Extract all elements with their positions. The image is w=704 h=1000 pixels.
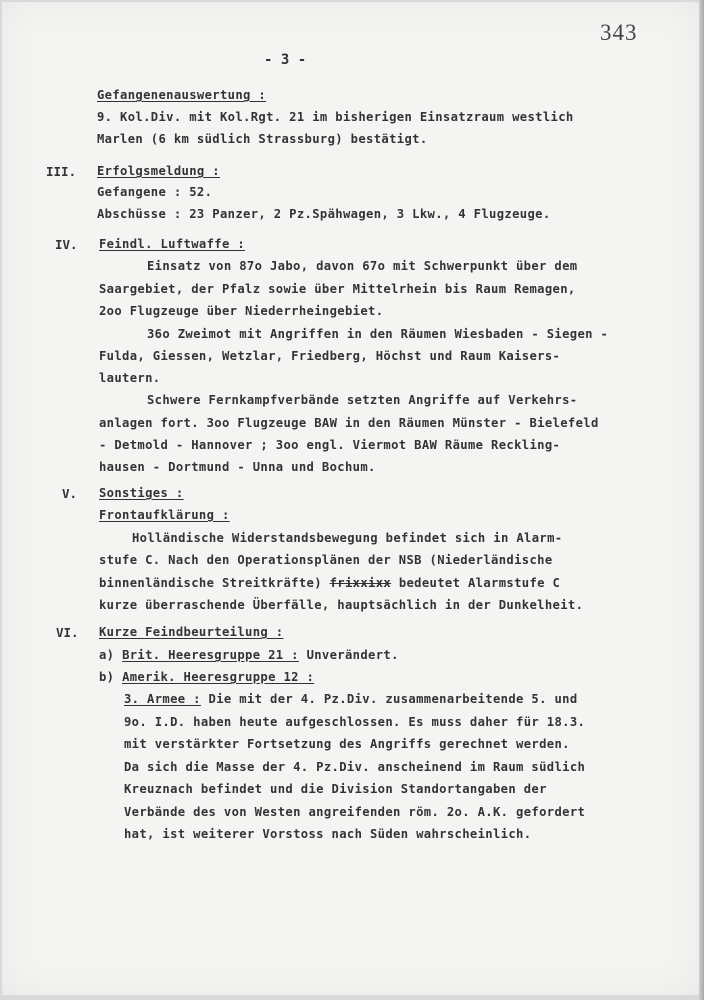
prisoner-eval-line-1: 9. Kol.Div. mit Kol.Rgt. 21 im bisherigen Einsatzraum westlich: [97, 110, 574, 124]
prisoner-eval-line-2: Marlen (6 km südlich Strassburg) bestätigt.: [97, 132, 428, 146]
sheet-number: - 3 -: [264, 52, 307, 68]
section-numeral-vi: VI.: [56, 625, 79, 640]
prisoner-eval-heading: Gefangenenauswertung :: [97, 88, 267, 102]
enemy-air-line: 36o Zweimot mit Angriffen in den Räumen Wiesbaden - Siegen -: [147, 327, 609, 341]
army-line: 9o. I.D. haben heute aufgeschlossen. Es muss daher für 18.3.: [124, 715, 586, 729]
success-line-1: Gefangene : 52.: [97, 185, 213, 199]
struck-out-word: frixxixx: [329, 576, 392, 590]
enemy-air-line: hausen - Dortmund - Unna und Bochum.: [99, 460, 376, 474]
army-line: Verbände des von Westen angreifenden röm. 2o. A.K. gefordert: [124, 805, 586, 819]
misc-heading: Sonstiges :: [99, 486, 184, 500]
item-a-heading: Brit. Heeresgruppe 21 :: [122, 648, 299, 662]
item-a: [99, 648, 399, 662]
misc-line-3-a: binnenländische Streitkräfte): [99, 576, 322, 590]
archive-page-number: 343: [600, 20, 638, 45]
front-recon-heading: Frontaufklärung :: [99, 508, 230, 522]
army-line: Da sich die Masse der 4. Pz.Div. anscheinend im Raum südlich: [124, 760, 586, 774]
item-b: [99, 670, 314, 684]
section-numeral-v: V.: [62, 486, 78, 501]
army-heading: 3. Armee :: [124, 692, 201, 706]
enemy-air-line: - Detmold - Hannover ; 3oo engl. Viermot BAW Räume Reckling-: [99, 438, 561, 452]
success-line-2: Abschüsse : 23 Panzer, 2 Pz.Spähwagen, 3 Lkw., 4 Flugzeuge.: [97, 207, 551, 221]
enemy-air-line: 2oo Flugzeuge über Niederrheingebiet.: [99, 304, 384, 318]
misc-line-3: [99, 576, 560, 590]
misc-line: kurze überraschende Überfälle, hauptsächlich in der Dunkelheit.: [99, 598, 584, 612]
enemy-air-line: Schwere Fernkampfverbände setzten Angriffe auf Verkehrs-: [147, 393, 578, 407]
army-line: hat, ist weiterer Vorstoss nach Süden wahrscheinlich.: [124, 827, 532, 841]
enemy-air-line: anlagen fort. 3oo Flugzeuge BAW in den Räumen Münster - Bielefeld: [99, 416, 599, 430]
item-b-label: b): [99, 670, 123, 684]
army-line-1: [124, 692, 578, 706]
army-line: Kreuznach befindet und die Division Standortangaben der: [124, 782, 547, 796]
success-heading: Erfolgsmeldung :: [97, 164, 220, 178]
enemy-air-line: lautern.: [99, 371, 161, 385]
army-line: mit verstärkter Fortsetzung des Angriffs gerechnet werden.: [124, 737, 570, 751]
scan-edge: [699, 0, 704, 1000]
item-a-text: Unverändert.: [306, 648, 399, 662]
misc-line: Holländische Widerstandsbewegung befindet sich in Alarm-: [132, 531, 563, 545]
enemy-air-line: Einsatz von 87o Jabo, davon 67o mit Schwerpunkt über dem: [147, 259, 578, 273]
section-numeral-iii: III.: [46, 164, 77, 179]
document-page: [2, 2, 699, 995]
enemy-air-line: Fulda, Giessen, Wetzlar, Friedberg, Höchst und Raum Kaisers-: [99, 349, 561, 363]
assessment-heading: Kurze Feindbeurteilung :: [99, 625, 284, 639]
item-b-heading: Amerik. Heeresgruppe 12 :: [122, 670, 315, 684]
enemy-air-heading: Feindl. Luftwaffe :: [99, 237, 246, 251]
item-a-label: a): [99, 648, 123, 662]
misc-line-3-b: bedeutet Alarmstufe C: [398, 576, 561, 590]
misc-line: stufe C. Nach den Operationsplänen der NSB (Niederländische: [99, 553, 553, 567]
enemy-air-line: Saargebiet, der Pfalz sowie über Mittelrhein bis Raum Remagen,: [99, 282, 576, 296]
section-numeral-iv: IV.: [55, 237, 78, 252]
army-first-text: Die mit der 4. Pz.Div. zusammenarbeitende 5. und: [200, 692, 578, 706]
